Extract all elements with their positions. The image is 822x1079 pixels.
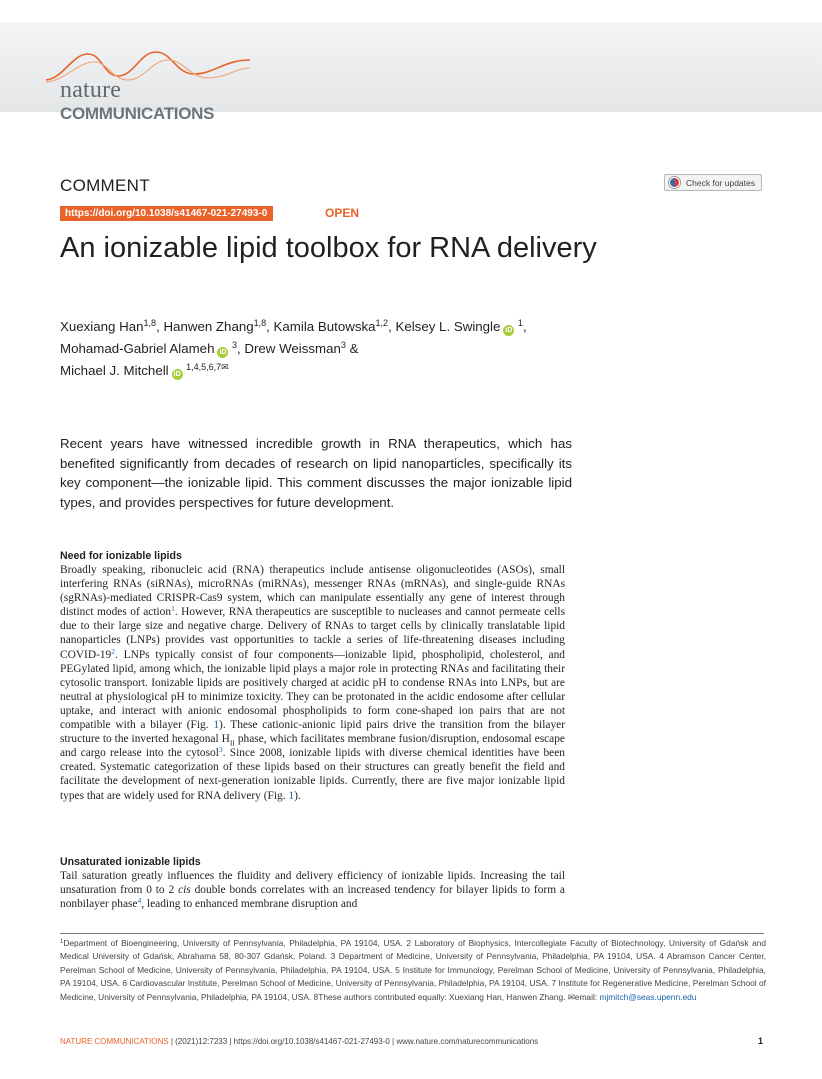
article-title: An ionizable lipid toolbox for RNA delivery — [60, 232, 597, 264]
doi-link[interactable]: https://doi.org/10.1038/s41467-021-27493-0 — [60, 206, 273, 221]
orcid-icon[interactable]: iD — [219, 349, 227, 356]
orcid-icon[interactable]: iD — [173, 371, 181, 378]
footer-journal: NATURE COMMUNICATIONS — [60, 1037, 169, 1046]
author-name[interactable]: Kelsey L. Swingle — [395, 319, 501, 334]
reference-link[interactable]: 3 — [218, 745, 223, 755]
paragraph: Broadly speaking, ribonucleic acid (RNA) therapeutics include antisense oligonucleotides (ASOs), small interfering RNAs (siRNAs), microRNAs (miRNAs), messenger RNAs (mRNAs), and single-guide RNAs (sgRNAs)-mediated CRISPR-Cas9 system, which can manipulate essentially any gene of interest through distinct modes of action$^1$. However, RNA therapeutics are susceptible to nucleases and cannot permeate cells due to their large size and negative charge. Delivery of RNAs to target cells by clinically translatable lipid nanoparticles (LNPs) provides vast opportunities to tackle a series of life-threatening diseases including COVID-19$^2$. LNPs typically consist of four components—ionizable lipid, phospholipid, cholesterol, and PEGylated lipid, among which, the ionizable lipid plays a major role in protecting RNAs and facilitating their cytosolic transport. Ionizable lipids are positively charged at acidic pH to condense RNAs into LNPs, but are neutral at physiological pH to minimize toxicity. They can be protonated in the acidic endosome after cellular uptake, and interact with anionic endosomal phospholipids to form cone-shaped ion pairs that are not compatible with a bilayer (Fig. 1). These cationic-anionic lipid pairs drive the transition from the bilayer structure to the inverted hexagonal $H_{II}$ phase, which facilitates membrane fusion/disruption, endosomal escape and cargo release into the cytosol$^3$. Since 2008, ionizable lipids with diverse chemical identities have been created. Systematic categorization of these lipids based on their structures can greatly benefit the field and facilitate the development of next-generation ionizable lipids. Currently, there are five major ionizable lipid types that are widely used for RNA delivery (Fig. 1). — [60, 564, 566, 802]
author-affiliation: 1,8 — [253, 318, 267, 328]
section-heading: Unsaturated ionizable lipids — [60, 856, 201, 868]
logo-communications-text: COMMUNICATIONS — [60, 104, 215, 123]
page-footer — [60, 1037, 766, 1046]
author-affiliation: 1,2 — [375, 318, 389, 328]
abstract: Recent years have witnessed incredible growth in RNA therapeutics, which has benefited significantly from decades of research on lipid nanoparticles, specifically its key component—the ionizable lipid. This comment discusses the major ionizable lipid types, and provides perspectives for future development. — [60, 436, 572, 510]
reference-link[interactable]: 2 — [111, 646, 116, 656]
footer-citation: | (2021)12:7233 | https://doi.org/10.1038/s41467-021-27493-0 | www.nature.com/naturecommunications — [168, 1037, 539, 1046]
journal-banner — [0, 22, 822, 123]
author-affiliation: 1,8 — [143, 318, 157, 328]
section-heading: Need for ionizable lipids — [60, 550, 182, 562]
author-affiliation: 1,4,5,6,7 — [183, 362, 222, 372]
author-affiliation: 3 — [229, 340, 237, 350]
author-name[interactable]: Kamila Butowska — [273, 319, 376, 334]
author-name[interactable]: Hanwen Zhang — [163, 319, 254, 334]
article-type: COMMENT — [60, 176, 150, 195]
author-name[interactable]: Xuexiang Han — [60, 319, 144, 334]
figure-link[interactable]: 1 — [288, 789, 295, 802]
author-name[interactable]: Drew Weissman — [244, 341, 341, 356]
check-for-updates-label: Check for updates — [686, 177, 755, 188]
open-access-label: OPEN — [325, 206, 360, 220]
corresponding-email-icon: ✉ — [221, 362, 229, 372]
footnote-divider — [60, 933, 764, 934]
reference-link[interactable]: 1 — [171, 604, 175, 614]
email-link[interactable]: mjmitch@seas.upenn.edu — [599, 991, 697, 1002]
author-name[interactable]: Michael J. Mitchell — [60, 363, 169, 378]
affiliations-footnote: $^1$Department of Bioengineering, University of Pennsylvania, Philadelphia, PA 19104, USA. 2 Laboratory of Biophysics, Intercollegiate Faculty of Biotechnology, University of Gdańsk and Medical University of Gdańsk, Abrahama 58, 80-307 Gdańsk, Poland. 3 Department of Medicine, University of Pennsylvania, Philadelphia, PA 19104, USA. 4 Abramson Cancer Center, Perelman School of Medicine, University of Pennsylvania, Philadelphia, PA 19104, USA. 5 Institute for Immunology, Perelman School of Medicine, University of Pennsylvania, Philadelphia, PA 19104, USA. 6 Cardiovascular Institute, Perelman School of Medicine, University of Pennsylvania, Philadelphia, PA 19104, USA. 7 Institute for Regenerative Medicine, Perelman School of Medicine, University of Pennsylvania, Philadelphia, PA 19104, USA. 8These authors contributed equally: Xuexiang Han, Hanwen Zhang. ✉email: mjmitch@seas.upenn.edu — [60, 938, 766, 1002]
logo-nature-text: nature — [60, 77, 122, 103]
author-affiliation: 3 — [340, 340, 346, 350]
check-for-updates-button[interactable] — [664, 174, 762, 191]
figure-link[interactable]: 1 — [213, 719, 220, 732]
orcid-icon[interactable]: iD — [505, 327, 513, 334]
reference-link[interactable]: 4 — [137, 896, 142, 906]
email-icon: ✉ — [567, 991, 575, 1002]
page-number: 1 — [758, 1036, 764, 1046]
section-unsaturated-ionizable-lipids — [60, 855, 565, 911]
author-affiliation: 1 — [515, 318, 523, 328]
author-list: Xuexiang Han$^{1,8}$, Hanwen Zhang$^{1,8}$, Kamila Butowska$^{1,2}$, Kelsey L. Swingle iD $^1$, Mohamad-Gabriel Alameh iD $^3$, Drew Weissman$^3$ & Michael J. Mitchell iD $^{1,4,5,6,7✉}$ — [60, 318, 527, 378]
paragraph: Tail saturation greatly influences the fluidity and delivery efficiency of ionizable lipids. Increasing the tail unsaturation from 0 to 2 cis double bonds correlates with an increased tendency for bilayer lipids to form a nonbilayer phase$^4$, leading to enhanced membrane disruption and — [60, 870, 565, 911]
section-need-for-ionizable-lipids — [60, 549, 565, 803]
author-name[interactable]: Mohamad-Gabriel Alameh — [60, 341, 215, 356]
crossmark-icon — [669, 177, 680, 188]
